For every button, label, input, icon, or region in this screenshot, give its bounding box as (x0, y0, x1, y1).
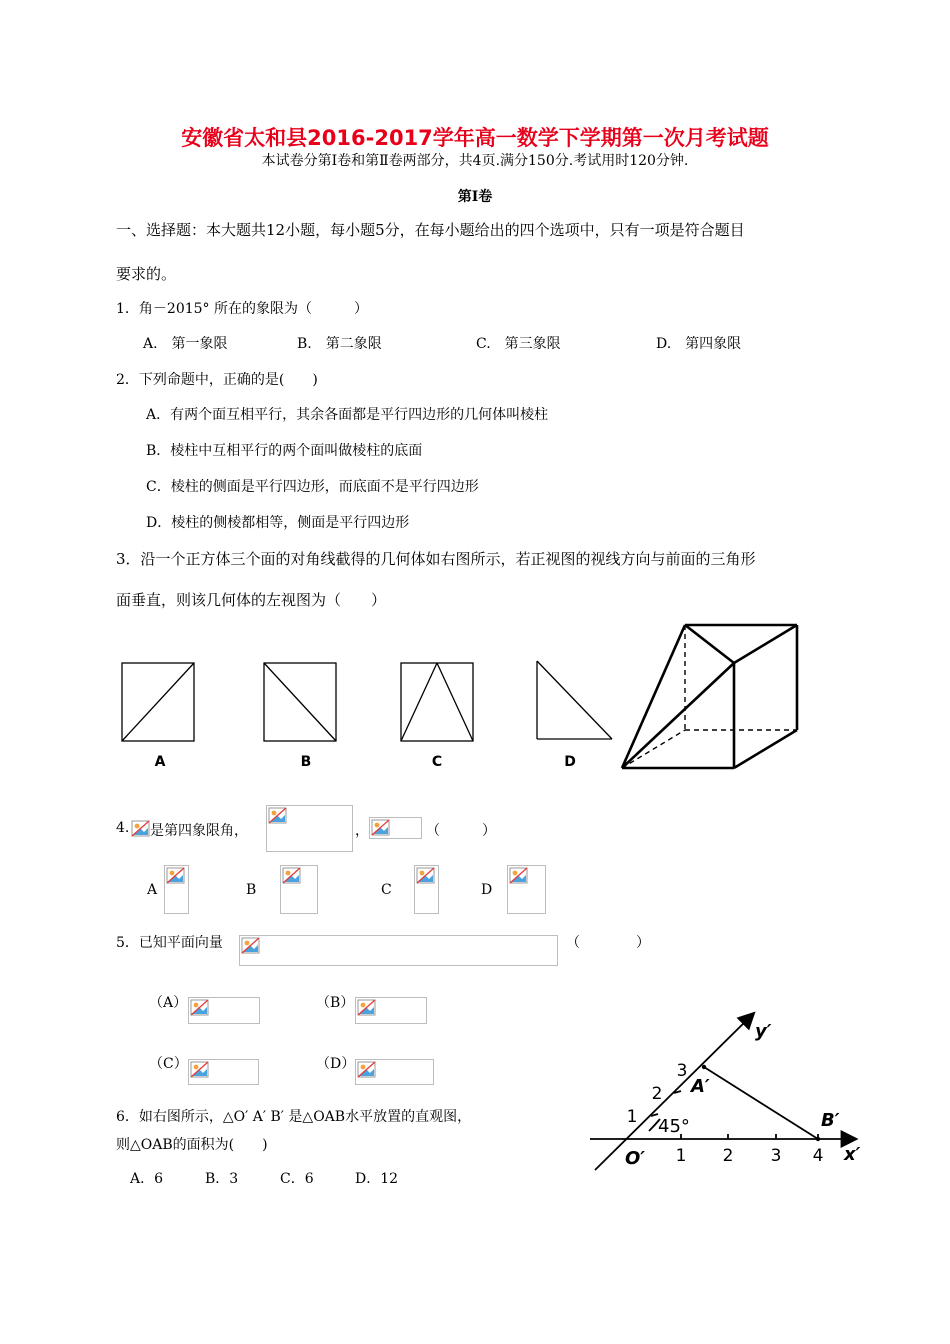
q6-option-b: B．3 (205, 1171, 239, 1187)
q6-option-a: A．6 (130, 1171, 164, 1187)
page-title: 安徽省太和县2016-2017学年高一数学下学期第一次月考试题 (181, 126, 769, 150)
broken-image-icon (190, 1061, 210, 1079)
question-6-line2: 则△OAB的面积为( ) (116, 1137, 268, 1153)
y-tick-1: 1 (626, 1107, 638, 1127)
view-figure-c (401, 663, 473, 741)
origin-label: O′ (625, 1148, 646, 1169)
broken-image-icon (241, 937, 261, 955)
y-tick-3: 3 (676, 1061, 688, 1081)
q5-answer-paren: （ ） (566, 935, 650, 951)
broken-image-icon (190, 999, 210, 1017)
q1-option-a: A. 第一象限 (143, 336, 228, 352)
x-axis-label: x′ (844, 1144, 861, 1165)
q5-option-a-image (188, 997, 260, 1024)
q5-option-c-image (188, 1059, 259, 1085)
q1-option-c: C. 第三象限 (476, 336, 561, 352)
q4-option-c-label: C (381, 882, 392, 898)
view-figure-d (537, 661, 612, 739)
x-tick-3: 3 (770, 1146, 782, 1166)
q4-condition-image (266, 805, 353, 852)
broken-image-icon (357, 999, 377, 1017)
q4-option-d-image (507, 865, 546, 914)
section-instructions-line1: 一、选择题：本大题共12小题，每小题5分，在每小题给出的四个选项中，只有一项是符合题目 (116, 221, 745, 239)
broken-image-icon (282, 867, 302, 885)
part-heading: 第Ⅰ卷 (457, 189, 493, 205)
x-tick-2: 2 (722, 1146, 734, 1166)
q3-solid-figure (615, 618, 805, 773)
question-5-stem: 5．已知平面向量 (116, 935, 223, 951)
angle-label: 45° (658, 1116, 690, 1137)
q2-option-d: D．棱柱的侧棱都相等，侧面是平行四边形 (146, 515, 410, 531)
q4-option-b-image (280, 865, 318, 914)
question-4-number: 4. (116, 820, 130, 836)
section-instructions-line2: 要求的。 (116, 265, 177, 283)
broken-image-icon (268, 807, 288, 825)
question-2-stem: 2．下列命题中，正确的是( ) (116, 372, 318, 388)
q5-option-d-image (355, 1059, 434, 1085)
q1-option-d: D. 第四象限 (656, 336, 742, 352)
q5-vector-image (239, 935, 558, 966)
q4-option-b-label: B (246, 882, 257, 898)
question-6-line1: 6．如右图所示，△O′ A′ B′ 是△OAB水平放置的直观图， (116, 1109, 472, 1125)
q4-option-a-label: A (147, 882, 158, 898)
q6-option-c: C．6 (280, 1171, 314, 1187)
q4-option-d-label: D (481, 882, 493, 898)
q2-option-b: B．棱柱中互相平行的两个面叫做棱柱的底面 (146, 443, 423, 459)
broken-image-icon (416, 867, 436, 885)
point-a-label: A′ (691, 1076, 710, 1097)
x-tick-1: 1 (675, 1146, 687, 1166)
y-tick-2: 2 (651, 1084, 663, 1104)
q5-option-a-label: （A） (149, 995, 188, 1011)
q2-option-a: A．有两个面互相平行，其余各面都是平行四边形的几何体叫棱柱 (146, 407, 549, 423)
view-figure-b (264, 663, 336, 741)
q4-option-c-image (414, 865, 439, 914)
broken-image-icon (166, 867, 186, 885)
broken-image-icon (509, 867, 529, 885)
view-label-d: D (564, 754, 576, 770)
q4-answer-paren: （ ） (426, 823, 496, 839)
question-3-line1: 3．沿一个正方体三个面的对角线截得的几何体如右图所示，若正视图的视线方向与前面的三角形 (116, 550, 756, 568)
question-3-line2: 面垂直，则该几何体的左视图为（ ） (116, 591, 387, 609)
q5-option-b-image (355, 997, 427, 1024)
x-tick-4: 4 (812, 1146, 824, 1166)
question-1-stem: 1．角－2015° 所在的象限为（ ） (116, 301, 368, 317)
view-label-a: A (154, 754, 166, 770)
q4-text: 是第四象限角， (150, 823, 248, 839)
broken-image-icon (371, 819, 391, 837)
exam-description: 本试卷分第Ⅰ卷和第Ⅱ卷两部分，共4页.满分150分.考试用时120分钟. (261, 153, 689, 169)
broken-image-icon (131, 820, 151, 838)
q4-option-a-image (164, 865, 189, 914)
q4-comma: ， (355, 823, 369, 839)
broken-image-icon (357, 1061, 377, 1079)
q6-option-d: D．12 (355, 1171, 399, 1187)
q5-option-c-label: （C） (149, 1056, 188, 1072)
q5-option-d-label: （D） (316, 1056, 356, 1072)
q5-option-b-label: （B） (316, 995, 355, 1011)
y-axis-label: y′ (755, 1021, 772, 1042)
view-figure-a (122, 663, 194, 741)
q4-question-image (369, 817, 422, 839)
view-label-b: B (300, 754, 312, 770)
q4-alpha-image (131, 820, 149, 838)
point-b-label: B′ (821, 1110, 840, 1131)
q3-view-figures (110, 650, 630, 775)
view-label-c: C (431, 754, 443, 770)
segment-a-b (704, 1067, 818, 1139)
q1-option-b: B. 第二象限 (297, 336, 382, 352)
q2-option-c: C．棱柱的侧面是平行四边形，而底面不是平行四边形 (146, 479, 479, 495)
oblique-coordinate-figure (585, 1010, 875, 1180)
